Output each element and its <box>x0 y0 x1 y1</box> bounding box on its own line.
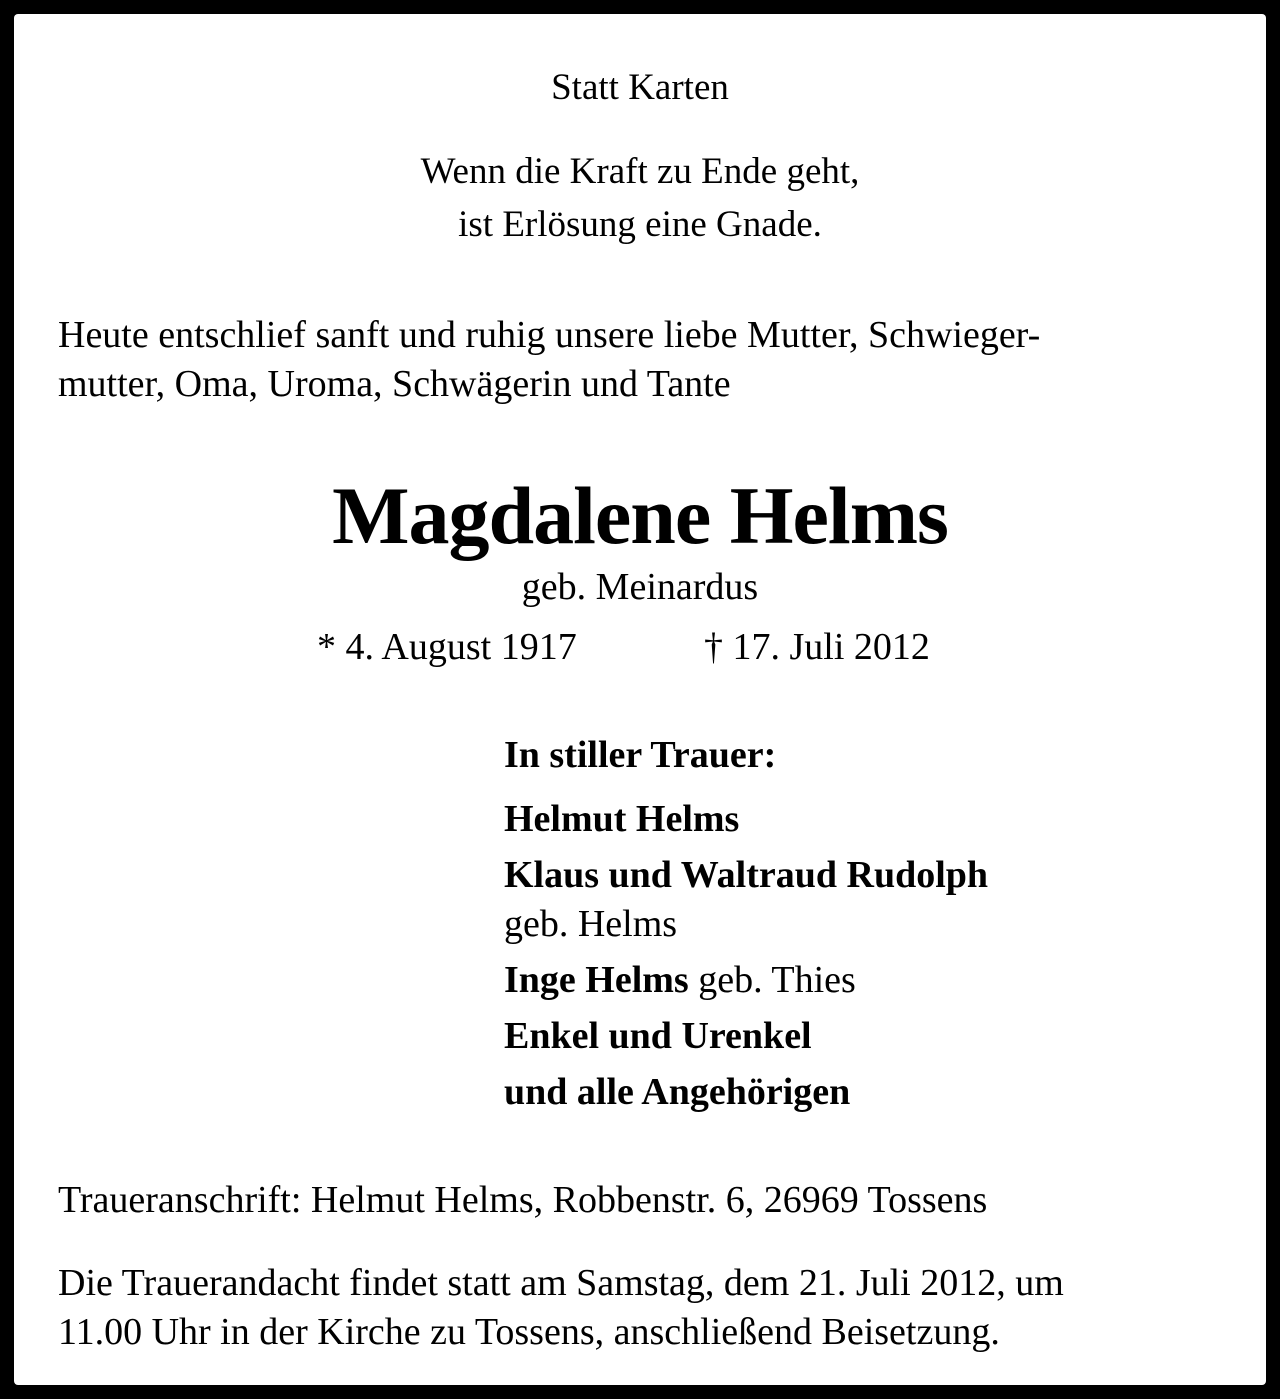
obituary-notice <box>14 14 1266 1385</box>
mourner-5: und alle Angehörigen <box>504 1071 851 1113</box>
service-line-1: Die Trauerandacht findet statt am Samstag, dem 21. Juli 2012, um <box>58 1262 1064 1304</box>
quote-line-2: ist Erlösung eine Gnade. <box>458 204 822 245</box>
maiden-name: geb. Meinardus <box>521 566 759 608</box>
mourner-3-name: Inge Helms <box>504 959 689 1001</box>
birth-date: * 4. August 1917 <box>317 626 577 668</box>
intro-line-2: mutter, Oma, Uroma, Schwägerin und Tante <box>58 363 731 405</box>
mourner-2-maiden: geb. Helms <box>504 903 678 945</box>
quote-line-1: Wenn die Kraft zu Ende geht, <box>420 151 860 192</box>
mourner-1: Helmut Helms <box>504 798 740 840</box>
mourning-address: Traueranschrift: Helmut Helms, Robbenstr. 6, 26969 Tossens <box>58 1179 988 1221</box>
mourner-3 <box>504 956 856 1004</box>
death-date: † 17. Juli 2012 <box>704 626 930 668</box>
mourner-4: Enkel und Urenkel <box>504 1015 812 1057</box>
deceased-name: Magdalene Helms <box>332 470 948 561</box>
intro-line-1: Heute entschlief sanft und ruhig unsere liebe Mutter, Schwieger- <box>58 314 1041 356</box>
mourner-3-maiden: geb. Thies <box>688 959 856 1001</box>
notice-header: Statt Karten <box>551 67 729 108</box>
service-line-2: 11.00 Uhr in der Kirche zu Tossens, anschließend Beisetzung. <box>58 1311 1000 1353</box>
mourners-heading: In stiller Trauer: <box>504 734 777 776</box>
mourner-2: Klaus und Waltraud Rudolph <box>504 854 989 896</box>
